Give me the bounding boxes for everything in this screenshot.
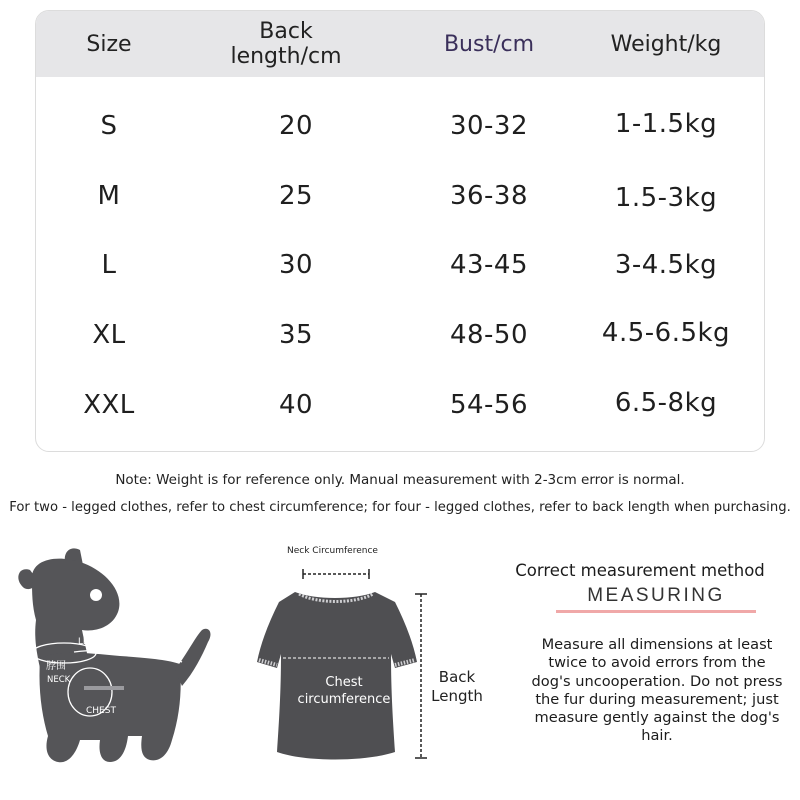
weight-note: Note: Weight is for reference only. Manual measurement with 2-3cm error is normal. bbox=[115, 472, 685, 488]
dog-eye bbox=[90, 589, 102, 601]
header-back-length-line1: Back bbox=[259, 19, 313, 44]
chest-circumference-line2: circumference bbox=[297, 692, 391, 707]
chest-circumference-line1: Chest bbox=[325, 675, 363, 690]
method-description: Measure all dimensions at least twice to avoid errors from the dog's uncooperation. Do not press the fur during measurement; just measure gently against the dog's hair. bbox=[531, 636, 783, 745]
header-size: Size bbox=[86, 31, 132, 57]
purchase-note: For two - legged clothes, refer to chest circumference; for four - legged clothes, refer to back length when purchasing. bbox=[9, 500, 791, 515]
dog-tail-shape bbox=[175, 629, 210, 686]
dog-length-label: LENGTH Back Length bbox=[78, 637, 171, 647]
cell-bust: 36-38 bbox=[449, 181, 529, 211]
garment-measurement-diagram bbox=[255, 562, 465, 772]
cell-weight: 1-1.5kg bbox=[614, 109, 718, 139]
cell-size: L bbox=[101, 250, 117, 280]
cell-back-length: 35 bbox=[278, 320, 314, 350]
header-back-length-line2: length/cm bbox=[230, 44, 342, 69]
neck-circumference-label: Neck Circumference bbox=[287, 546, 378, 556]
header-weight: Weight/kg bbox=[610, 31, 722, 57]
dog-chest-label: CHEST bbox=[86, 706, 116, 716]
chest-circumference-label bbox=[296, 674, 392, 708]
cell-size: XL bbox=[92, 320, 126, 350]
header-back-length bbox=[206, 11, 366, 77]
cell-size: M bbox=[97, 181, 121, 211]
cell-bust: 30-32 bbox=[449, 111, 529, 141]
dog-neck-label: NECK bbox=[47, 675, 71, 685]
cell-back-length: 25 bbox=[278, 181, 314, 211]
cell-weight: 4.5-6.5kg bbox=[601, 318, 731, 348]
cell-size: S bbox=[100, 111, 118, 141]
dog-measurement-diagram bbox=[10, 540, 225, 775]
cell-bust: 54-56 bbox=[449, 390, 529, 420]
method-subtitle: MEASURING bbox=[587, 585, 725, 606]
back-length-label-line1: Back bbox=[438, 668, 476, 686]
cell-bust: 48-50 bbox=[449, 320, 529, 350]
cell-size: XXL bbox=[83, 390, 135, 420]
method-title: Correct measurement method bbox=[515, 561, 765, 580]
dog-neck-cn-label: 脖围 bbox=[46, 661, 66, 672]
method-accent-line bbox=[556, 610, 756, 613]
cell-back-length: 20 bbox=[278, 111, 314, 141]
size-chart-table bbox=[35, 10, 765, 452]
cell-weight: 6.5-8kg bbox=[614, 388, 718, 418]
cell-back-length: 30 bbox=[278, 250, 314, 280]
back-length-label bbox=[428, 668, 486, 706]
cell-bust: 43-45 bbox=[449, 250, 529, 280]
chest-band bbox=[84, 686, 124, 690]
header-bust: Bust/cm bbox=[443, 31, 535, 57]
table-header bbox=[36, 11, 764, 77]
cell-back-length: 40 bbox=[278, 390, 314, 420]
cell-weight: 3-4.5kg bbox=[614, 250, 718, 280]
back-length-label-line2: Length bbox=[431, 687, 483, 705]
cell-weight: 1.5-3kg bbox=[614, 183, 718, 213]
